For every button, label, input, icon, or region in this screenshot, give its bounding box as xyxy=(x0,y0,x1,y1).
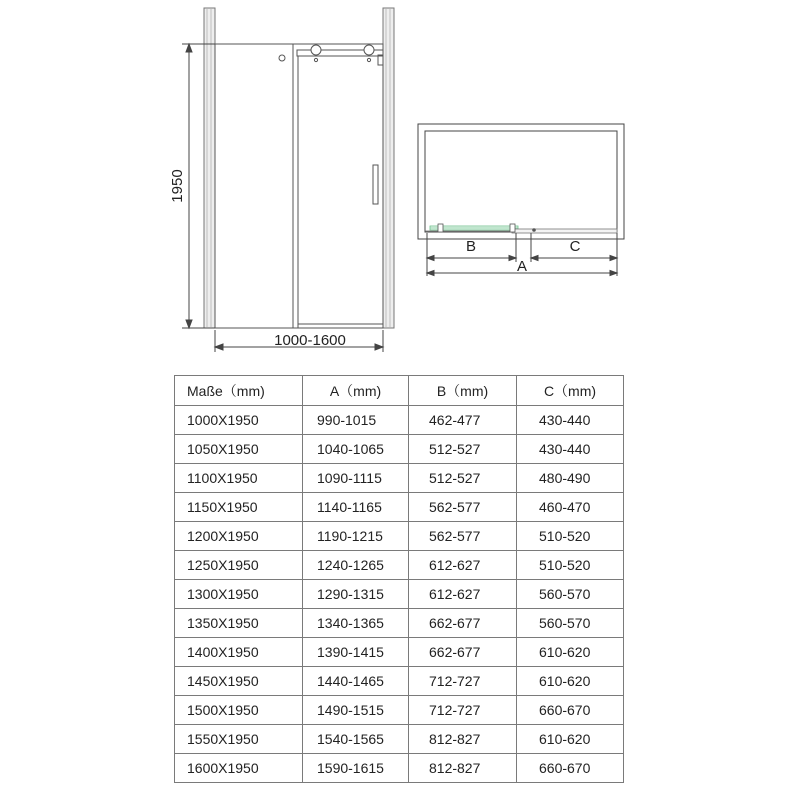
table-row xyxy=(175,725,624,754)
cell-c: 430-440 xyxy=(517,406,624,435)
cell-c: 480-490 xyxy=(517,464,624,493)
left-wall xyxy=(204,8,215,328)
table-row xyxy=(175,580,624,609)
cell-c: 660-670 xyxy=(517,754,624,783)
cell-b: 662-677 xyxy=(409,609,517,638)
table-row xyxy=(175,435,624,464)
cell-b: 512-527 xyxy=(409,435,517,464)
table-row xyxy=(175,667,624,696)
front-view-drawing xyxy=(0,0,800,370)
cell-c: 510-520 xyxy=(517,551,624,580)
table-row xyxy=(175,696,624,725)
table-row xyxy=(175,522,624,551)
cell-a: 1540-1565 xyxy=(303,725,409,754)
header-c: C（mm) xyxy=(517,376,624,406)
cell-size: 1400X1950 xyxy=(175,638,303,667)
cell-b: 662-677 xyxy=(409,638,517,667)
width-label: 1000-1600 xyxy=(274,332,346,349)
cell-b: 712-727 xyxy=(409,667,517,696)
cell-b: 812-827 xyxy=(409,725,517,754)
size-table xyxy=(174,375,624,783)
cell-a: 1040-1065 xyxy=(303,435,409,464)
door-handle-icon xyxy=(373,165,378,204)
cell-a: 990-1015 xyxy=(303,406,409,435)
dimension-a-label: A xyxy=(516,258,528,275)
cell-size: 1000X1950 xyxy=(175,406,303,435)
cell-b: 612-627 xyxy=(409,551,517,580)
cell-b: 512-527 xyxy=(409,464,517,493)
table-row xyxy=(175,493,624,522)
cell-a: 1240-1265 xyxy=(303,551,409,580)
fixed-glass-panel xyxy=(215,44,383,328)
roller-left-icon xyxy=(311,45,321,55)
table-row xyxy=(175,754,624,783)
table-row xyxy=(175,406,624,435)
cell-size: 1550X1950 xyxy=(175,725,303,754)
cell-a: 1590-1615 xyxy=(303,754,409,783)
roller-right-icon xyxy=(364,45,374,55)
cell-b: 812-827 xyxy=(409,754,517,783)
cell-c: 610-620 xyxy=(517,667,624,696)
height-label: 1950 xyxy=(169,169,186,203)
cell-a: 1140-1165 xyxy=(303,493,409,522)
cell-a: 1340-1365 xyxy=(303,609,409,638)
cell-a: 1490-1515 xyxy=(303,696,409,725)
cell-c: 430-440 xyxy=(517,435,624,464)
cell-c: 660-670 xyxy=(517,696,624,725)
cell-size: 1250X1950 xyxy=(175,551,303,580)
header-size: Maße（mm) xyxy=(175,376,303,406)
cell-a: 1290-1315 xyxy=(303,580,409,609)
cell-size: 1300X1950 xyxy=(175,580,303,609)
cell-size: 1150X1950 xyxy=(175,493,303,522)
dimension-b-label: B xyxy=(465,238,477,255)
cell-size: 1450X1950 xyxy=(175,667,303,696)
cell-c: 560-570 xyxy=(517,609,624,638)
table-row xyxy=(175,638,624,667)
cell-size: 1100X1950 xyxy=(175,464,303,493)
cell-size: 1200X1950 xyxy=(175,522,303,551)
cell-size: 1500X1950 xyxy=(175,696,303,725)
cell-size: 1600X1950 xyxy=(175,754,303,783)
fixed-glass-top xyxy=(512,229,617,233)
cell-b: 562-577 xyxy=(409,522,517,551)
cell-c: 510-520 xyxy=(517,522,624,551)
cell-a: 1190-1215 xyxy=(303,522,409,551)
table-row xyxy=(175,464,624,493)
cell-c: 460-470 xyxy=(517,493,624,522)
cell-c: 610-620 xyxy=(517,725,624,754)
dimension-c-label: C xyxy=(569,238,581,255)
cell-c: 610-620 xyxy=(517,638,624,667)
cell-b: 612-627 xyxy=(409,580,517,609)
cell-a: 1440-1465 xyxy=(303,667,409,696)
cell-b: 462-477 xyxy=(409,406,517,435)
right-wall xyxy=(383,8,394,328)
cell-c: 560-570 xyxy=(517,580,624,609)
cell-a: 1390-1415 xyxy=(303,638,409,667)
table-row xyxy=(175,551,624,580)
roller-right-top-icon xyxy=(510,224,515,232)
sliding-rail xyxy=(279,45,383,65)
cell-b: 562-577 xyxy=(409,493,517,522)
cell-a: 1090-1115 xyxy=(303,464,409,493)
table-header-row xyxy=(175,376,624,406)
top-view-drawing xyxy=(418,124,624,239)
header-a: A（mm) xyxy=(303,376,409,406)
table-row xyxy=(175,609,624,638)
cell-b: 712-727 xyxy=(409,696,517,725)
cell-size: 1050X1950 xyxy=(175,435,303,464)
cell-size: 1350X1950 xyxy=(175,609,303,638)
roller-left-top-icon xyxy=(438,224,443,232)
header-b: B（mm) xyxy=(409,376,517,406)
